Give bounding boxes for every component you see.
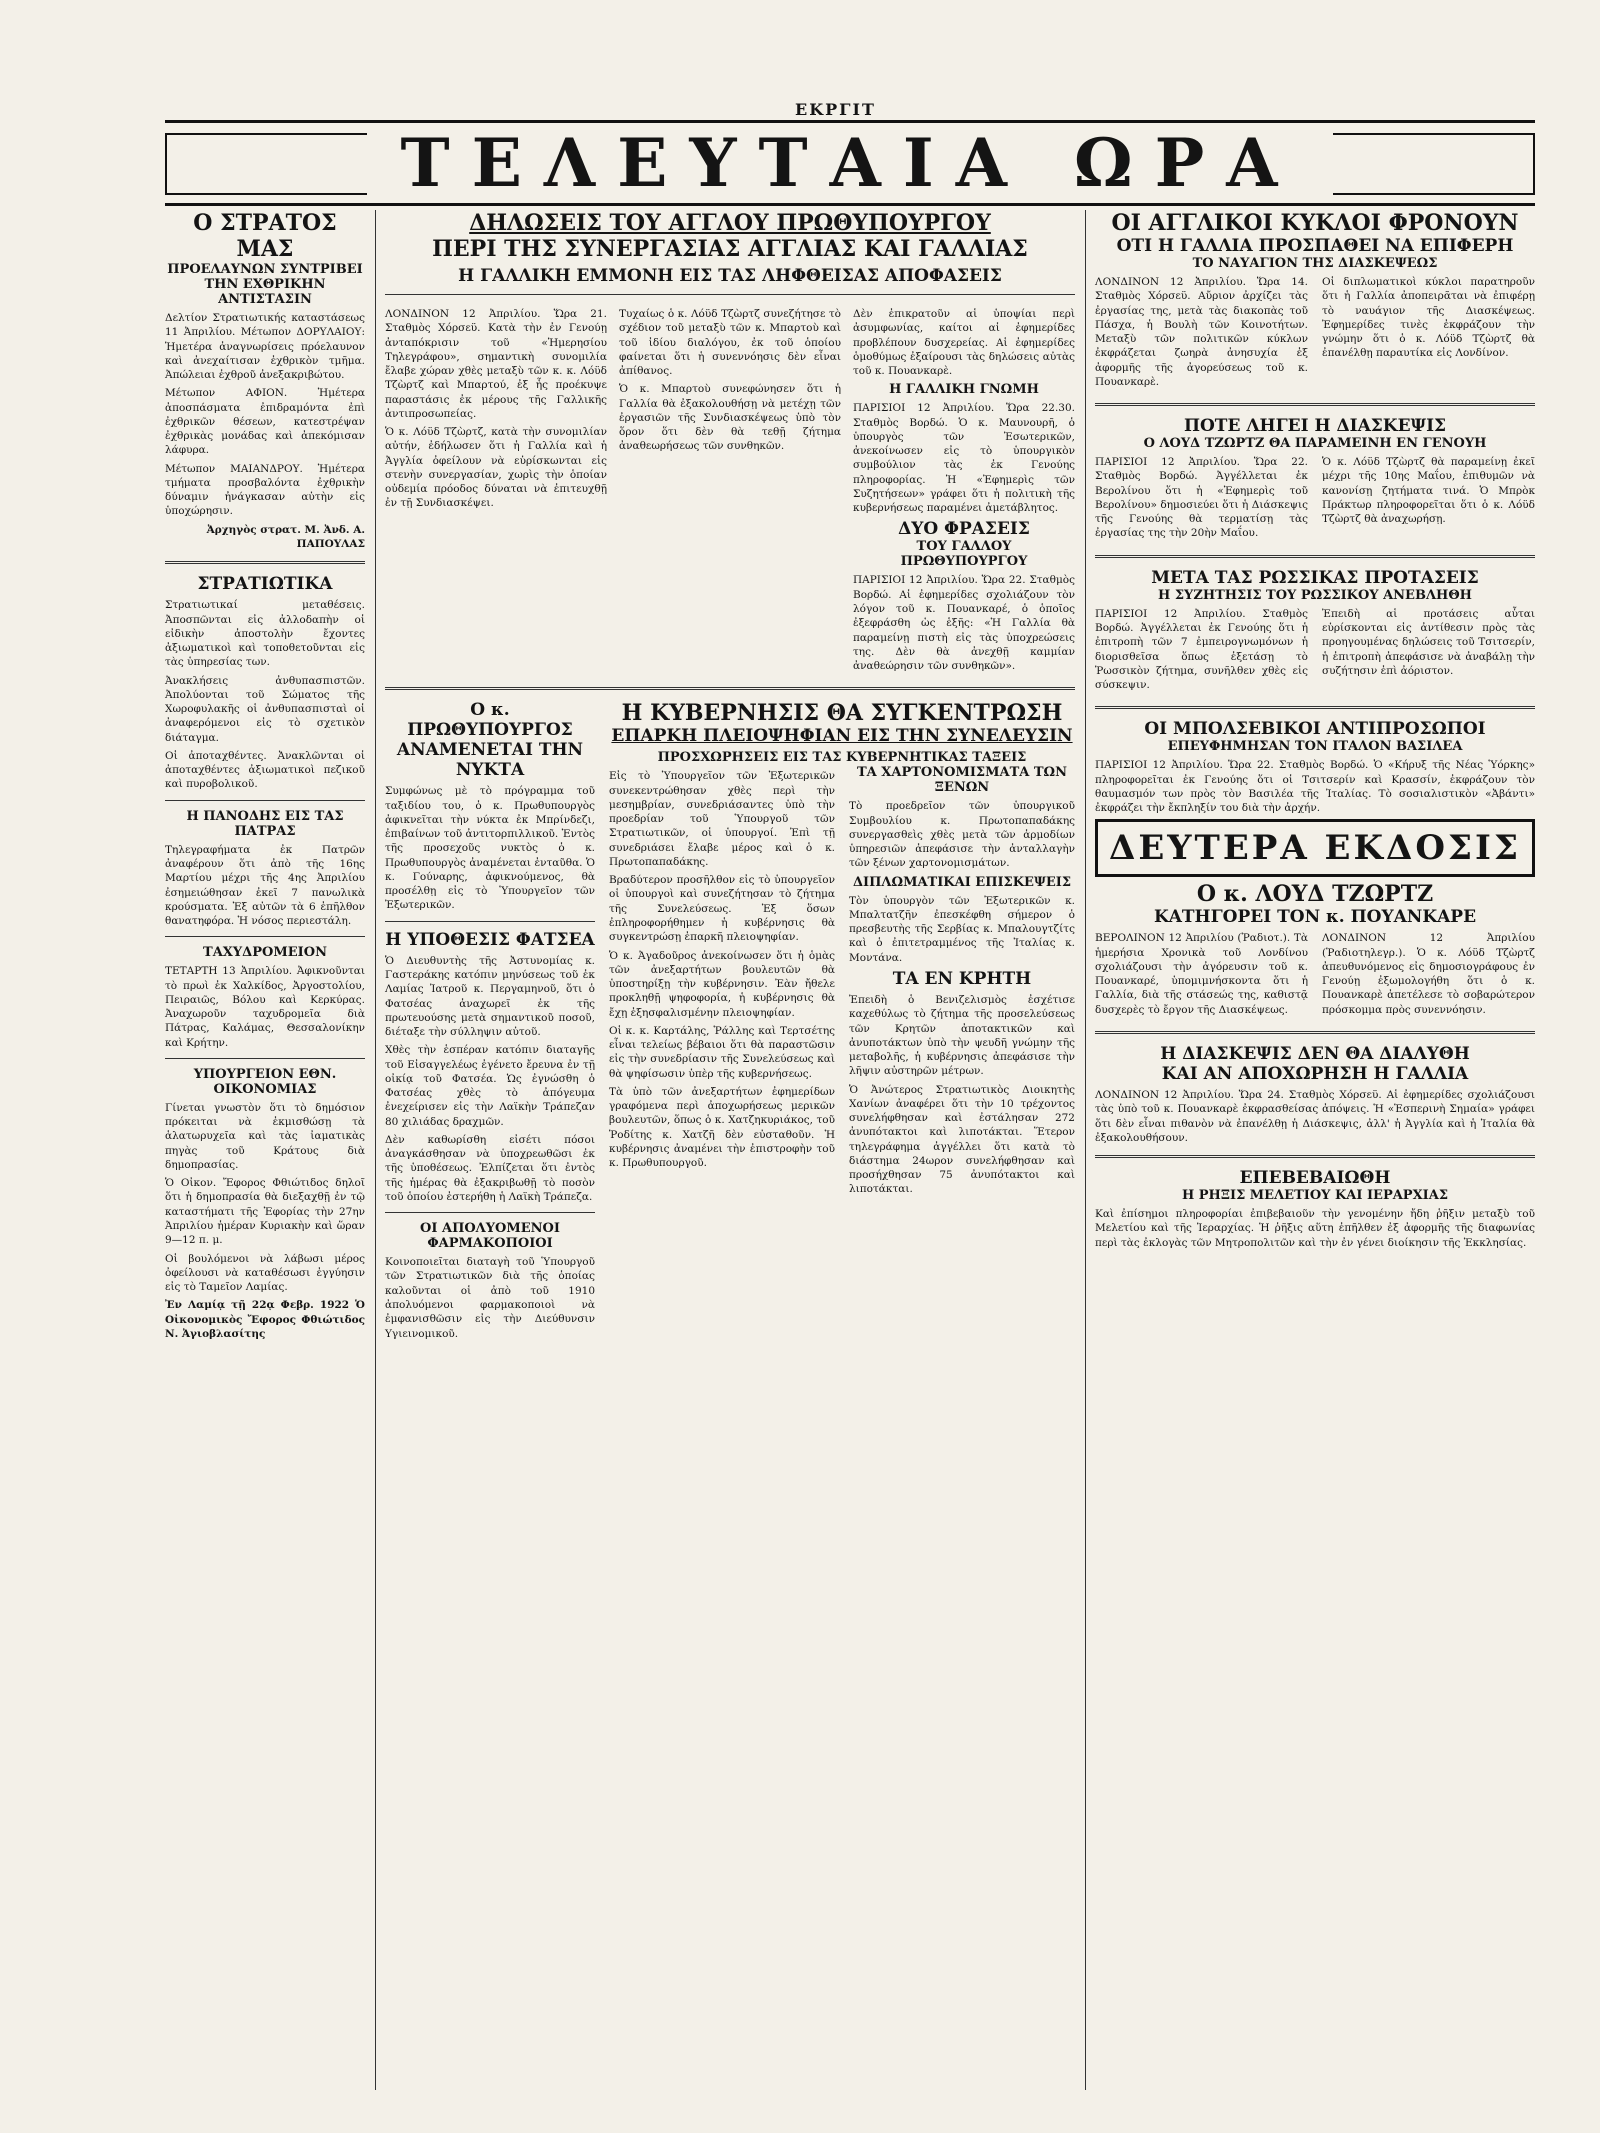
patras-text: Τηλεγραφήματα ἐκ Πατρῶν ἀναφέρουν ὅτι ἀπὸ τῆς 16ης Μαρτίου μέχρι τῆς 4ης Ἀπριλίου ἐσημειώθησαν ἐκεῖ 7 πανωλικὰ κρούσματα. Ἐξ αὐτῶν τὰ 6 ἐπῆλθον θανατηφόρα. Ἡ νόσος περιεστάλη.	[165, 843, 365, 928]
masthead-ornament-left	[165, 133, 367, 195]
two-phrases-headline: ΔΥΟ ΦΡΑΣΕΙΣ	[898, 519, 1030, 540]
confirmed-sub: Η ΡΗΞΙΣ ΜΕΛΕΤΙΟΥ ΚΑΙ ΙΕΡΑΡΧΙΑΣ	[1181, 1188, 1449, 1204]
ministry-headline: ΥΠΟΥΡΓΕΙΟΝ ΕΘΝ. ΟΙΚΟΝΟΜΙΑΣ	[193, 1066, 337, 1097]
british-circles-text-2: Οἱ διπλωματικοὶ κύκλοι παρατηροῦν ὅτι ἡ Γαλλία ἀποπειρᾶται νὰ ἐπιφέρῃ τὸ ναυάγιον τῆς Διασκέψεως. Ἐφημερίδες τινὲς ἐκφράζουν τὴν γνώμην ὅτι ὁ κ. Λόϋδ Τζὼρτζ θὰ ἐπανέλθῃ παραυτίκα εἰς Λονδίνον.	[1322, 276, 1535, 360]
government-subheadline: ΕΠΑΡΚΗ ΠΛΕΙΟΨΗΦΙΑΝ ΕΙΣ ΤΗΝ ΣΥΝΕΛΕΥΣΙΝ	[611, 726, 1073, 747]
crete-text-2: Ὁ Ἀνώτερος Στρατιωτικὸς Διοικητὴς Χανίων ἀναφέρει ὅτι τὴν 10 τρέχοντος συνελήφθησαν καὶ ἐστάλησαν 272 ἀνυπότακτοι καὶ λιποτάκται. Ἕτερον τηλεγράφημα ἀγγέλλει ὅτι κατὰ τὸ διάστημα 24ωρον συνελήφθησαν καὶ προσήχθησαν 75 ἀνυπότακτοι καὶ λιποτάκται.	[849, 1083, 1075, 1196]
divider	[1095, 706, 1535, 709]
army-headline: Ο ΣΤΡΑΤΟΣ ΜΑΣ	[193, 210, 337, 262]
fatsea-text-2: Χθὲς τὴν ἑσπέραν κατόπιν διαταγῆς τοῦ Εἰσαγγελέως ἐγένετο ἔρευνα ἐν τῇ οἰκίᾳ τοῦ Φατσέα. Ὡς ἐγνώσθη ὁ Φατσέας χθὲς τὸ ἀπόγευμα ἐνεχείρισεν εἰς τὴν Λαϊκὴν Τράπεζαν 80 χιλιάδας δραχμῶν.	[385, 1044, 595, 1128]
conference-end-text-1: ΠΑΡΙΣΙΟΙ 12 Ἀπριλίου. Ὥρα 22. Σταθμὸς Βορδώ. Ἀγγέλλεται ἐκ Βερολίνου ὅτι ἡ «Ἐφημερὶς τοῦ Βερολίνου» δημοσιεύει ὅτι ἡ Διάσκεψις τῆς Γενούης θὰ τερματίσῃ τὰς ἐργασίας της τὴν 20ὴν Μαΐου.	[1095, 456, 1308, 540]
divider	[385, 921, 595, 922]
military-text-2: Ἀνακλήσεις ἀνθυπασπιστῶν. Ἀπολύονται τοῦ Σώματος τῆς Χωροφυλακῆς οἱ ἀνθυπασπισταὶ οἱ ἀναφερόμενοι εἰς τὸ σχετικὸν διάταγμα.	[165, 674, 365, 744]
ministry-signature: Ἐν Λαμίᾳ τῇ 22ᾳ Φεβρ. 1922 Ὁ Οἰκονομικὸς Ἔφορος Φθιώτιδος Ν. Ἀγιοβλασίτης	[165, 1299, 365, 1340]
pm-headline: Ο κ. ΠΡΩΘΥΠΟΥΡΓΟΣ ΑΝΑΜΕΝΕΤΑΙ ΤΗΝ ΝΥΚΤΑ	[396, 700, 584, 781]
patras-headline: Η ΠΑΝΟΔΗΣ ΕΙΣ ΤΑΣ ΠΑΤΡΑΣ	[186, 808, 344, 839]
divider	[385, 1212, 595, 1213]
fatsea-text-3: Δὲν καθωρίσθη εἰσέτι πόσοι ἀναγκάσθησαν νὰ ὑποχρεωθῶσι ἐκ τῆς ὑποθέσεως. Ἐλπίζεται ὅτι ἐντὸς τῆς ἡμέρας θὰ ἐξακριβωθῇ τὸ ποσὸν τοῦ ὁποίου ἐστερήθη ἡ Λαϊκὴ Τράπεζα.	[385, 1133, 595, 1203]
bolshevik-text: ΠΑΡΙΣΙΟΙ 12 Ἀπριλίου. Ὥρα 22. Σταθμὸς Βορδώ. Ὁ «Κήρυξ τῆς Νέας Ὑόρκης» πληροφορεῖται ἐκ Γενούης ὅτι οἱ Τσιτσερίν καὶ Κρασσίν, ἐκφράζουν τὸν θαυμασμόν των πρὸς τὸν Βασιλέα τῆς Ἰταλίας. Τὸ σοσιαλιστικὸν «Ἀβάντι» ἐκφράζει τὴν ἔκπληξίν του διὰ τὴν ἀρχήν.	[1095, 759, 1535, 815]
army-text-2: Μέτωπον ΑΦΙΟΝ. Ἡμέτερα ἀποσπάσματα ἐπιδραμόντα ἐπὶ ἐχθρικῶν θέσεων, κατεστρέψαν ἐχθρικὰς μονάδας καὶ ἀπεκόμισαν λάφυρα.	[165, 387, 365, 457]
government-text-5: Τὰ ὑπὸ τῶν ἀνεξαρτήτων ἐφημερίδων γραφόμενα περὶ ἀποχωρήσεως μερικῶν βουλευτῶν, ὅπως ὁ κ. Χατζηκυριάκος, τοῦ Ῥοδίτης κ. Χατζῆ δὲν εὐσταθοῦν. Ἡ κυβέρνησις ἀναμένει τὴν ἐπιστροφὴν τοῦ κ. Πρωθυπουργοῦ.	[609, 1085, 835, 1170]
pharmacists-text: Κοινοποιεῖται διαταγὴ τοῦ Ὑπουργοῦ τῶν Στρατιωτικῶν διὰ τῆς ὁποίας καλοῦνται οἱ ἀπὸ τοῦ 1910 ἀπολυόμενοι φαρμακοποιοὶ νὰ ἐμφανισθῶσιν εἰς τὴν Διεύθυνσιν Υγιεινομικοῦ.	[385, 1256, 595, 1340]
diplomatic-headline: ΔΙΠΛΩΜΑΤΙΚΑΙ ΕΠΙΣΚΕΨΕΙΣ	[852, 874, 1072, 890]
kicker: ΕΚΡΓΙΤ	[795, 100, 876, 119]
government-headline: Η ΚΥΒΕΡΝΗΣΙΣ ΘΑ ΣΥΓΚΕΝΤΡΩΣΗ	[621, 700, 1063, 727]
bolshevik-headline: ΟΙ ΜΠΟΛΣΕΒΙΚΟΙ ΑΝΤΙΠΡΟΣΩΠΟΙ	[1144, 719, 1486, 740]
fatsea-headline: Η ΥΠΟΘΕΣΙΣ ΦΑΤΣΕΑ	[385, 929, 595, 950]
ministry-text-1: Γίνεται γνωστὸν ὅτι τὸ δημόσιον πρόκειται νὰ ἐκμισθώσῃ τὰ ἁλατωρυχεῖα καὶ τὰς ἰαματικὰς πηγὰς τοῦ Κράτους διὰ δημοπρασίας.	[165, 1101, 365, 1171]
post-headline: ΤΑΧΥΔΡΟΜΕΙΟΝ	[203, 945, 327, 961]
government-deck: ΠΡΟΣΧΩΡΗΣΕΙΣ ΕΙΣ ΤΑΣ ΚΥΒΕΡΝΗΤΙΚΑΣ ΤΑΞΕΙΣ	[657, 750, 1027, 766]
two-phrases-sub: ΤΟΥ ΓΑΛΛΟΥ ΠΡΩΘΥΠΟΥΡΓΟΥ	[900, 539, 1028, 570]
main-headline: ΔΗΛΩΣΕΙΣ ΤΟΥ ΑΓΓΛΟΥ ΠΡΩΘΥΠΟΥΡΓΟΥ	[469, 210, 991, 236]
second-edition-text-1: ΒΕΡΟΛΙΝΟΝ 12 Ἀπριλίου (Ῥαδιοτ.). Τὰ ἡμερήσια Χρονικὰ τοῦ Λονδίνου σχολιάζουσι τὴν ἀγόρευσιν τοῦ κ. Πουανκαρέ, ὑπομιμνήσκοντα ὅτι ἡ Γαλλία, διὰ τῆς στάσεώς της, καθιστᾷ δυσχερὲς τὸ ἔργον τῆς Διασκέψεως.	[1095, 932, 1308, 1016]
russian-proposals-headline: ΜΕΤΑ ΤΑΣ ΡΩΣΣΙΚΑΣ ΠΡΟΤΑΣΕΙΣ	[1151, 567, 1479, 588]
army-subheadline: ΠΡΟΕΛΑΥΝΩΝ ΣΥΝΤΡΙΒΕΙ ΤΗΝ ΕΧΘΡΙΚΗΝ ΑΝΤΙΣΤΑΣΙΝ	[167, 262, 363, 307]
column-rule	[1085, 210, 1086, 2090]
military-text-3: Οἱ ἀποταχθέντες. Ἀνακλῶνται οἱ ἀποταχθέντες ἀξιωματικοὶ πεζικοῦ καὶ πυροβολικοῦ.	[165, 749, 365, 791]
main-text-5: Δὲν ἐπικρατοῦν αἱ ὑποψίαι περὶ ἀσυμφωνίας, καίτοι αἱ ἐφημερίδες προβλέπουν δυσχερείας. Αἱ ἐφημερίδες ὁμοθύμως ἐξαίρουσι τὰς δηλώσεις αὐτὰς τοῦ κ. Πουανκαρὲ.	[853, 308, 1075, 378]
conference-continues-text: ΛΟΝΔΙΝΟΝ 12 Ἀπριλίου. Ὥρα 24. Σταθμὸς Χόρσεϋ. Αἱ ἐφημερίδες σχολιάζουσι τὰς ὑπὸ τοῦ κ. Πουανκαρὲ ἐκφρασθείσας ἀπόψεις. Ἡ «Ἑσπερινὴ Σημαία» γράφει ὅτι δὲν εἶναι πιθανὸν νὰ ἐπανέλθῃ ἡ Διάσκεψις, ἀλλ' ἡ Ἀγγλία καὶ ἡ Ἰταλία θὰ ἐξακολουθήσουν.	[1095, 1088, 1535, 1144]
divider	[165, 561, 365, 564]
confirmed-text: Καὶ ἐπίσημοι πληροφορίαι ἐπιβεβαιοῦν τὴν γενομένην ἤδη ῥῆξιν μεταξὺ τοῦ Μελετίου καὶ τῆς Ἱεραρχίας. Ἡ ῥῆξις αὕτη ἐπῆλθεν ἐξ ἀφορμῆς τῆς διαφωνίας περὶ τὰς ἐκλογὰς τῶν Μητροπολιτῶν καὶ τὴν ἐν γένει διοίκησιν τῆς Ἐκκλησίας.	[1095, 1208, 1535, 1249]
conference-end-text-2: Ὁ κ. Λόϋδ Τζὼρτζ θὰ παραμείνῃ ἐκεῖ μέχρι τῆς 10ης Μαΐου, ἐπιθυμῶν νὰ κανονίσῃ ζητήματα τινά. Ὁ Μπρὸκ Πράκτωρ πληροφορεῖται ὅτι ὁ κ. Λόϋδ Τζὼρτζ θὰ ἀναχωρήσῃ.	[1322, 456, 1535, 526]
right-column	[1095, 210, 1535, 1254]
russian-proposals-text-1: ΠΑΡΙΣΙΟΙ 12 Ἀπριλίου. Σταθμὸς Βορδώ. Ἀγγέλλεται ἐκ Γενούης ὅτι ἡ ἐπιτροπὴ τῶν 7 ἐμπειρογνωμόνων ἡ διορισθεῖσα ὅπως ἐξετάσῃ τὸ Ῥωσσικὸν ζήτημα, συνῆλθεν χθὲς εἰς σύσκεψιν.	[1095, 607, 1308, 692]
divider	[1095, 555, 1535, 558]
center-column	[385, 210, 1075, 1345]
bolshevik-sub: ΕΠΕΥΦΗΜΗΣΑΝ ΤΟΝ ΙΤΑΛΟΝ ΒΑΣΙΛΕΑ	[1167, 739, 1463, 755]
british-circles-headline: ΟΙ ΑΓΓΛΙΚΟΙ ΚΥΚΛΟΙ ΦΡΟΝΟΥΝ	[1111, 210, 1519, 236]
divider	[1095, 403, 1535, 406]
divider	[165, 936, 365, 937]
divider	[165, 800, 365, 801]
two-phrases-text: ΠΑΡΙΣΙΟΙ 12 Ἀπριλίου. Ὥρα 22. Σταθμὸς Βορδώ. Αἱ ἐφημερίδες σχολιάζουν τὸν λόγον τοῦ κ. Πουανκαρέ, ὁ ὁποῖος ἐξεφράσθη ὡς ἑξῆς: «Ἡ Γαλλία θὰ παραμείνῃ πιστὴ εἰς τὰς ὑποχρεώσεις της. Δὲν θὰ ἀνεχθῇ καμμίαν ἀναθεώρησιν τῶν συνθηκῶν».	[853, 574, 1075, 673]
main-text-4: Ὁ κ. Μπαρτοὺ συνεφώνησεν ὅτι ἡ Γαλλία θὰ ἐξακολουθήσῃ νὰ μετέχῃ τῶν ἐργασιῶν τῆς Συνδιασκέψεως ὑπὸ τὸν ὅρον ὅτι δὲν θὰ τεθῇ ζήτημα ἀναθεωρήσεως τῶν συνθηκῶν.	[619, 383, 841, 453]
second-edition-subheadline: ΚΑΤΗΓΟΡΕΙ ΤΟΝ κ. ΠΟΥΑΝΚΑΡΕ	[1153, 907, 1477, 928]
army-text-1: Δελτίον Στρατιωτικής καταστάσεως 11 Ἀπριλίου. Μέτωπον ΔΟΡΥΛΑΙΟΥ: Ἡμετέρα ἀναγνωρίσεις πρόελαυνον καὶ ἀνεχαίτισαν ἐχθρικὸν τμῆμα. Ἀπώλειαι ἐχθροῦ ἀνεξακριβώτου.	[165, 312, 365, 382]
second-edition-headline: Ο κ. ΛΟΥΔ ΤΖΩΡΤΖ	[1196, 881, 1434, 908]
main-story-columns	[385, 303, 1075, 677]
conference-continues-sub: ΚΑΙ ΑΝ ΑΠΟΧΩΡΗΣΗ Η ΓΑΛΛΙΑ	[1161, 1063, 1469, 1084]
masthead	[165, 120, 1535, 206]
main-deck: Η ΓΑΛΛΙΚΗ ΕΜΜΟΝΗ ΕΙΣ ΤΑΣ ΛΗΦΘΕΙΣΑΣ ΑΠΟΦΑΣΕΙΣ	[458, 266, 1002, 286]
british-circles-deck: ΤΟ ΝΑΥΑΓΙΟΝ ΤΗΣ ΔΙΑΣΚΕΨΕΩΣ	[1192, 256, 1438, 271]
pharmacists-headline: ΟΙ ΑΠΟΛΥΟΜΕΝΟΙ ΦΑΡΜΑΚΟΠΟΙΟΙ	[420, 1221, 560, 1252]
conference-end-sub: Ο ΛΟΥΔ ΤΖΩΡΤΖ ΘΑ ΠΑΡΑΜΕΙΝΗ ΕΝ ΓΕΝΟΥΗ	[1143, 436, 1487, 452]
divider	[1095, 1155, 1535, 1158]
british-circles-subheadline: ΟΤΙ Η ΓΑΛΛΙΑ ΠΡΟΣΠΑΘΕΙ ΝΑ ΕΠΙΦΕΡΗ	[1116, 236, 1514, 256]
british-circles-text-1: ΛΟΝΔΙΝΟΝ 12 Ἀπριλίου. Ὥρα 14. Σταθμὸς Χόρσεϋ. Αὔριον ἀρχίζει τὰς ἐργασίας της, μετὰ τὰς διακοπὰς τοῦ Πάσχα, ἡ Βουλὴ τῶν Κοινοτήτων. Μεταξὺ τῶν πολιτικῶν κύκλων ἐκφράζεται ζωηρὰ ἀνησυχία ἐξ ἀφορμῆς τῆς ἀγορεύσεως τοῦ κ. Πουανκαρὲ.	[1095, 276, 1308, 388]
divider	[165, 1058, 365, 1059]
government-text-3: Ὁ κ. Ἀγαδοῦρος ἀνεκοίνωσεν ὅτι ἡ ὁμὰς τῶν ἀνεξαρτήτων βουλευτῶν θὰ ὑποστηρίξῃ τὴν κυβέρνησιν. Ἐὰν ἤθελε προκληθῇ ψηφοφορία, ἡ κυβέρνησις θὰ ἔχῃ ἐξησφαλισμένην πλειοψηφίαν.	[609, 949, 835, 1019]
lower-center-columns	[385, 700, 1075, 1345]
french-opinion-headline: Η ΓΑΛΛΙΚΗ ΓΝΩΜΗ	[889, 382, 1039, 398]
government-text-1: Εἰς τὸ Ὑπουργεῖον τῶν Ἐξωτερικῶν συνεκεντρώθησαν χθὲς περὶ τὴν μεσημβρίαν, συνεδριάσαντες ὑπὸ τὴν προεδρίαν τοῦ Ὑπουργοῦ τῶν Στρατιωτικῶν, οἱ ὑπουργοί. Ἐπὶ τῇ συνεδριάσει ἔλαβε μέρος καὶ ὁ κ. Πρωτοπαπαδάκης.	[609, 770, 835, 868]
french-opinion-text: ΠΑΡΙΣΙΟΙ 12 Ἀπριλίου. Ὥρα 22.30. Σταθμὸς Βορδώ. Ὁ κ. Μαυνουρῆ, ὁ ὑπουργὸς τῶν Ἐσωτερικῶν, ἀνεκοίνωσεν εἰς τὸ ὑπουργικὸν συμβούλιον τὰς ἐκ Γενούης πληροφορίας. Ἡ «Ἐφημερὶς τῶν Συζητήσεων» γράφει ὅτι ἡ πολιτικὴ τῆς κυβερνήσεως παραμένει ἀμετάβλητος.	[853, 402, 1075, 515]
ministry-text-2: Ὁ Οἰκον. Ἔφορος Φθιώτιδος δηλοῖ ὅτι ἡ δημοπρασία θὰ διεξαχθῇ ἐν τῷ καταστήματι τῆς Ἐφορίας τὴν 27ην Ἀπριλίου ἡμέραν Κυριακὴν καὶ ὥραν 9—12 π. μ.	[165, 1177, 365, 1247]
post-text: ΤΕΤΑΡΤΗ 13 Ἀπριλίου. Ἀφικνοῦνται τὸ πρωὶ ἐκ Χαλκίδος, Ἀργοστολίου, Πειραιῶς, Βόλου καὶ Κερκύρας. Ἀναχωροῦν ταχυδρομεῖα διὰ Πάτρας, Καλάμας, Θεσσαλονίκην καὶ Κρήτην.	[165, 965, 365, 1049]
masthead-title: ΤΕΛΕΥΤΑΙΑ ΩΡΑ	[400, 124, 1300, 202]
main-subheadline: ΠΕΡΙ ΤΗΣ ΣΥΝΕΡΓΑΣΙΑΣ ΑΓΓΛΙΑΣ ΚΑΙ ΓΑΛΛΙΑΣ	[432, 236, 1028, 262]
conference-end-headline: ΠΟΤΕ ΛΗΓΕΙ Η ΔΙΑΣΚΕΨΙΣ	[1183, 416, 1447, 437]
main-text-3: Τυχαίως ὁ κ. Λόϋδ Τζὼρτζ συνεζήτησε τὸ σχέδιον τοῦ μεταξὺ τῶν κ. Μπαρτοὺ καὶ τοῦ ἰδίου διαλόγου, ἐκ τοῦ ὁποίου φαίνεται ὅτι ἡ συνεννόησις δὲν εἶναι ἀπίθανος.	[619, 308, 841, 378]
russian-proposals-text-2: Ἐπειδὴ αἱ προτάσεις αὗται εὑρίσκονται εἰς ἀντίθεσιν πρὸς τὰς προηγουμένας δηλώσεις τοῦ Τσιτσερίν, ἡ ἐπιτροπὴ ἀπεφάσισε νὰ ἀναβάλῃ τὴν συζήτησιν ἐπὶ ἀόριστον.	[1322, 607, 1535, 677]
divider	[1095, 1031, 1535, 1034]
banknotes-headline: ΤΑ ΧΑΡΤΟΝΟΜΙΣΜΑΤΑ ΤΩΝ ΞΕΝΩΝ	[857, 765, 1067, 796]
divider	[385, 294, 1075, 295]
second-edition-text-2: ΛΟΝΔΙΝΟΝ 12 Ἀπριλίου (Ῥαδιοτηλεγρ.). Ὁ κ. Λόϋδ Τζὼρτζ ἀπευθυνόμενος εἰς δημοσιογράφους ἐν Γενούῃ ἐξωμολογήθη ὅτι ὁ κ. Πουανκαρὲ ἀπετέλεσε τὸ σοβαρώτερον πρόσκομμα πρὸς συνεννόησιν.	[1322, 932, 1535, 1016]
government-text-4: Οἱ κ. κ. Καρτάλης, Ῥάλλης καὶ Τερτσέτης εἶναι τελείως βέβαιοι ὅτι θὰ παραστῶσιν εἰς τὴν συνεδρίασιν τῆς Συνελεύσεως καὶ θὰ ψηφίσωσιν ὑπὲρ τῆς κυβερνήσεως.	[609, 1024, 835, 1080]
newspaper-page	[155, 100, 1545, 2100]
banknotes-text: Τὸ προεδρεῖον τῶν ὑπουργικοῦ Συμβουλίου κ. Πρωτοπαπαδάκης συνεργασθεὶς χθὲς μετὰ τῶν ἁρμοδίων ὑπηρεσιῶν ἀπεφάσισε τὴν ἀνταλλαγὴν τῶν ξένων χαρτονομισμάτων.	[849, 800, 1075, 870]
divider	[385, 687, 1075, 690]
army-signature: Ἀρχηγὸς στρατ. Μ. Ἀνδ. Α. ΠΑΠΟΥΛΑΣ	[206, 523, 365, 550]
column-rule	[375, 210, 376, 2090]
military-text-1: Στρατιωτικαί μεταθέσεις. Ἀποσπῶνται εἰς ἀλλοδαπὴν οἱ εἰδικὴν ἀποστολὴν ἔχοντες ἀξιωματικοὶ καὶ τοποθετοῦνται εἰς τὰς ὑπηρεσίας των.	[165, 599, 365, 669]
ministry-text-3: Οἱ βουλόμενοι νὰ λάβωσι μέρος ὀφείλουσι νὰ καταθέσωσι ἐγγύησιν εἰς τὸ Ταμεῖον Λαμίας.	[165, 1252, 365, 1294]
russian-proposals-sub: Η ΣΥΖΗΤΗΣΙΣ ΤΟΥ ΡΩΣΣΙΚΟΥ ΑΝΕΒΛΗΘΗ	[1158, 587, 1472, 603]
second-edition-banner: ΔΕΥΤΕΡΑ ΕΚΔΟΣΙΣ	[1095, 819, 1535, 877]
main-text-2: Ὁ κ. Λόϋδ Τζὼρτζ, κατὰ τὴν συνομιλίαν αὐτήν, ἐδήλωσεν ὅτι ἡ Γαλλία καὶ ἡ Ἀγγλία ὀφείλουν νὰ εὑρίσκωνται εἰς στενὴν συνεργασίαν, χωρὶς τὴν ὁποίαν οὐδεμία πρόοδος δύναται νὰ ἐπιτευχθῇ ἐν τῇ Συνδιασκέψει.	[385, 426, 607, 510]
military-headline: ΣΤΡΑΤΙΩΤΙΚΑ	[197, 574, 333, 595]
conference-continues-headline: Η ΔΙΑΣΚΕΨΙΣ ΔΕΝ ΘΑ ΔΙΑΛΥΘΗ	[1160, 1043, 1470, 1064]
government-text-2: Βραδύτερον προσῆλθον εἰς τὸ ὑπουργεῖον οἱ ὑπουργοὶ καὶ συνεζήτησαν τὸ ζήτημα τῆς Συνελεύσεως. Ἐξ ὅσων ἐπληροφορήθημεν ἡ κυβέρνησις θὰ συγκεντρώσῃ ἐπαρκῆ πλειοψηφίαν.	[609, 874, 835, 944]
pm-text: Συμφώνως μὲ τὸ πρόγραμμα τοῦ ταξιδίου του, ὁ κ. Πρωθυπουργὸς ἀφικνεῖται τὴν νύκτα ἐκ Μπρίνδεζι, ἐπιβαίνων τοῦ ἀντιτορπιλλικοῦ. Ἐντὸς τῆς προσεχοῦς νυκτὸς ὁ κ. Πρωθυπουργὸς ἀναμένεται ἐνταῦθα. Ὁ κ. Γούναρης, ἀφικνούμενος, θὰ προσέλθῃ εἰς τὸ Ὑπουργεῖον τῶν Ἐξωτερικῶν.	[385, 785, 595, 912]
main-text-1: ΛΟΝΔΙΝΟΝ 12 Ἀπριλίου. Ὥρα 21. Σταθμὸς Χόρσεϋ. Κατὰ τὴν ἐν Γενούῃ ἀνταπόκρισιν τοῦ «Ἡμερησίου Τηλεγράφου», σημαντικὴ συνομιλία ἔλαβε χώραν χθὲς μεταξὺ τῶν κ. κ. Λόϋδ Τζὼρτζ καὶ Μπαρτού, ἐξ ἧς προέκυψε παραστάσις ἐκ μέρους τῆς Γαλλικῆς ἀντιπροσωπείας.	[385, 308, 607, 420]
army-text-3: Μέτωπον ΜΑΙΑΝΔΡΟΥ. Ἡμέτερα τμήματα προσβαλόντα ἐχθρικὴν δύναμιν ἠνάγκασαν αὐτὴν εἰς ὑποχώρησιν.	[165, 462, 365, 518]
confirmed-headline: ΕΠΕΒΕΒΑΙΩΘΗ	[1239, 1168, 1391, 1189]
left-column	[165, 210, 365, 1345]
fatsea-text-1: Ὁ Διευθυντὴς τῆς Ἀστυνομίας κ. Γαστεράκης κατόπιν μηνύσεως τοῦ ἐκ Λαμίας Ἰατροῦ κ. Περγαμηνοῦ, ὅτι ὁ Φατσέας ἀναχωρεῖ ἐκ τῆς πρωτευούσης μετὰ σημαντικοῦ ποσοῦ, διέταξε τὴν σύλληψιν αὐτοῦ.	[385, 954, 595, 1039]
crete-text-1: Ἐπειδὴ ὁ Βενιζελισμὸς ἐσχέτισε καχεθύλως τὸ ζήτημα τῆς προσελεύσεως τῶν Κρητῶν ἀποτακτικῶν καὶ ἀνυποτάκτων ὑπὸ τὴν ψευδῆ γνώμην τῆς μεταβολῆς, ἡ κυβέρνησις ἀπεφάσισε τὴν λῆψιν αὐστηρῶν μέτρων.	[849, 993, 1075, 1078]
diplomatic-text: Τὸν ὑπουργὸν τῶν Ἐξωτερικῶν κ. Μπαλτατζῆν ἐπεσκέφθη σήμερον ὁ πρεσβευτὴς τῆς Σερβίας κ. Μπαλουγτζίτς καὶ ὁ ἐπιτετραμμένος τῆς Ἰταλίας κ. Μοντάνα.	[849, 894, 1075, 964]
masthead-ornament-right	[1333, 133, 1535, 195]
crete-headline: ΤΑ ΕΝ ΚΡΗΤΗ	[892, 968, 1032, 989]
